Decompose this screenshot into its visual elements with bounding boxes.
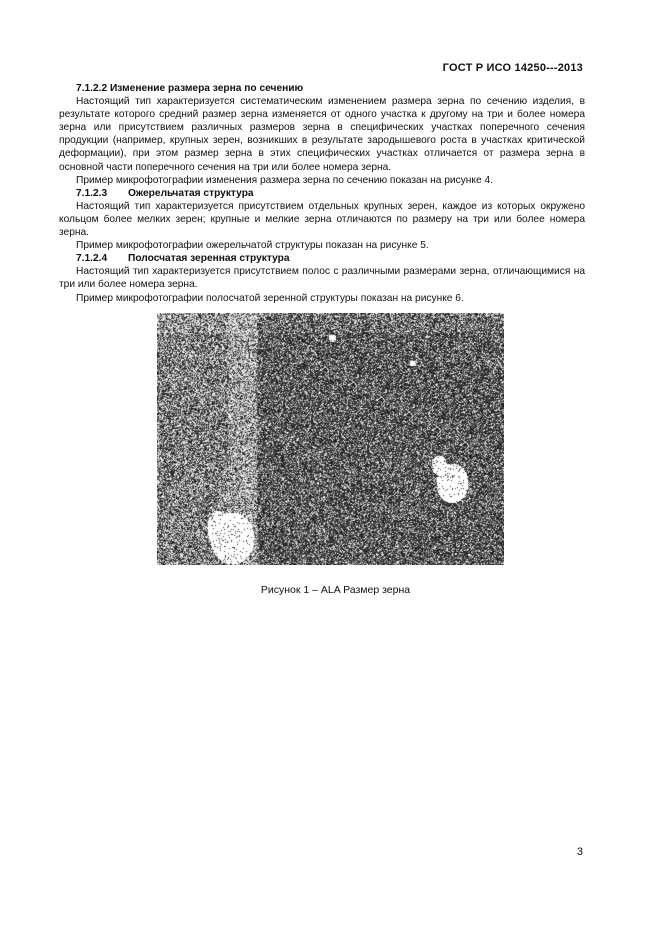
paragraph: Настоящий тип характеризуется систематическим изменением размера зерна по сечению изделия, в результате которого средний размер зерна изменяется от одного участка к другому на три и более номера зерна или присутствием различных размеров зерна в специфических участках поперечного сечения продукции (например, крупных зерен, возникших в результате зародышевого роста в участках критической деформации), при этом размер зерна в этих специфических участках отличается от размера зерна в основной части поперечного сечения на три или более номера зерна. [59, 96, 585, 173]
grain-micrograph-image [157, 313, 504, 565]
paragraph: Настоящий тип характеризуется присутствием полос с различными размерами зерна, отличающимися на три или более номера зерна. [59, 266, 585, 291]
section-heading-7-1-2-4 [59, 252, 585, 265]
paragraph: Настоящий тип характеризуется присутствием отдельных крупных зерен, каждое из которых окружено кольцом более мелких зерен; крупные и мелкие зерна отличаются по размеру на три или более номера зерна. [59, 200, 585, 239]
paragraph: Пример микрофотографии полосчатой зеренной структуры показан на рисунке 6. [76, 292, 464, 304]
paragraph: Пример микрофотографии ожерельчатой структуры показан на рисунке 5. [76, 240, 429, 252]
document-body [59, 82, 585, 305]
section-title: Ожерельчатая структура [128, 187, 254, 199]
section-heading-7-1-2-3 [59, 187, 585, 200]
page-number: 3 [576, 846, 583, 858]
section-number: 7.1.2.3 [76, 187, 108, 199]
section-title: Полосчатая зеренная структура [128, 253, 290, 265]
paragraph: Пример микрофотографии изменения размера зерна по сечению показан на рисунке 4. [76, 174, 493, 186]
micrograph-figure [157, 313, 504, 565]
figure-caption: Рисунок 1 – ALA Размер зерна [260, 584, 411, 596]
section-heading-7-1-2-2: 7.1.2.2 Изменение размера зерна по сечению [76, 83, 304, 94]
document-header: ГОСТ Р ИСО 14250---2013 [442, 62, 583, 74]
section-number: 7.1.2.4 [76, 253, 108, 265]
